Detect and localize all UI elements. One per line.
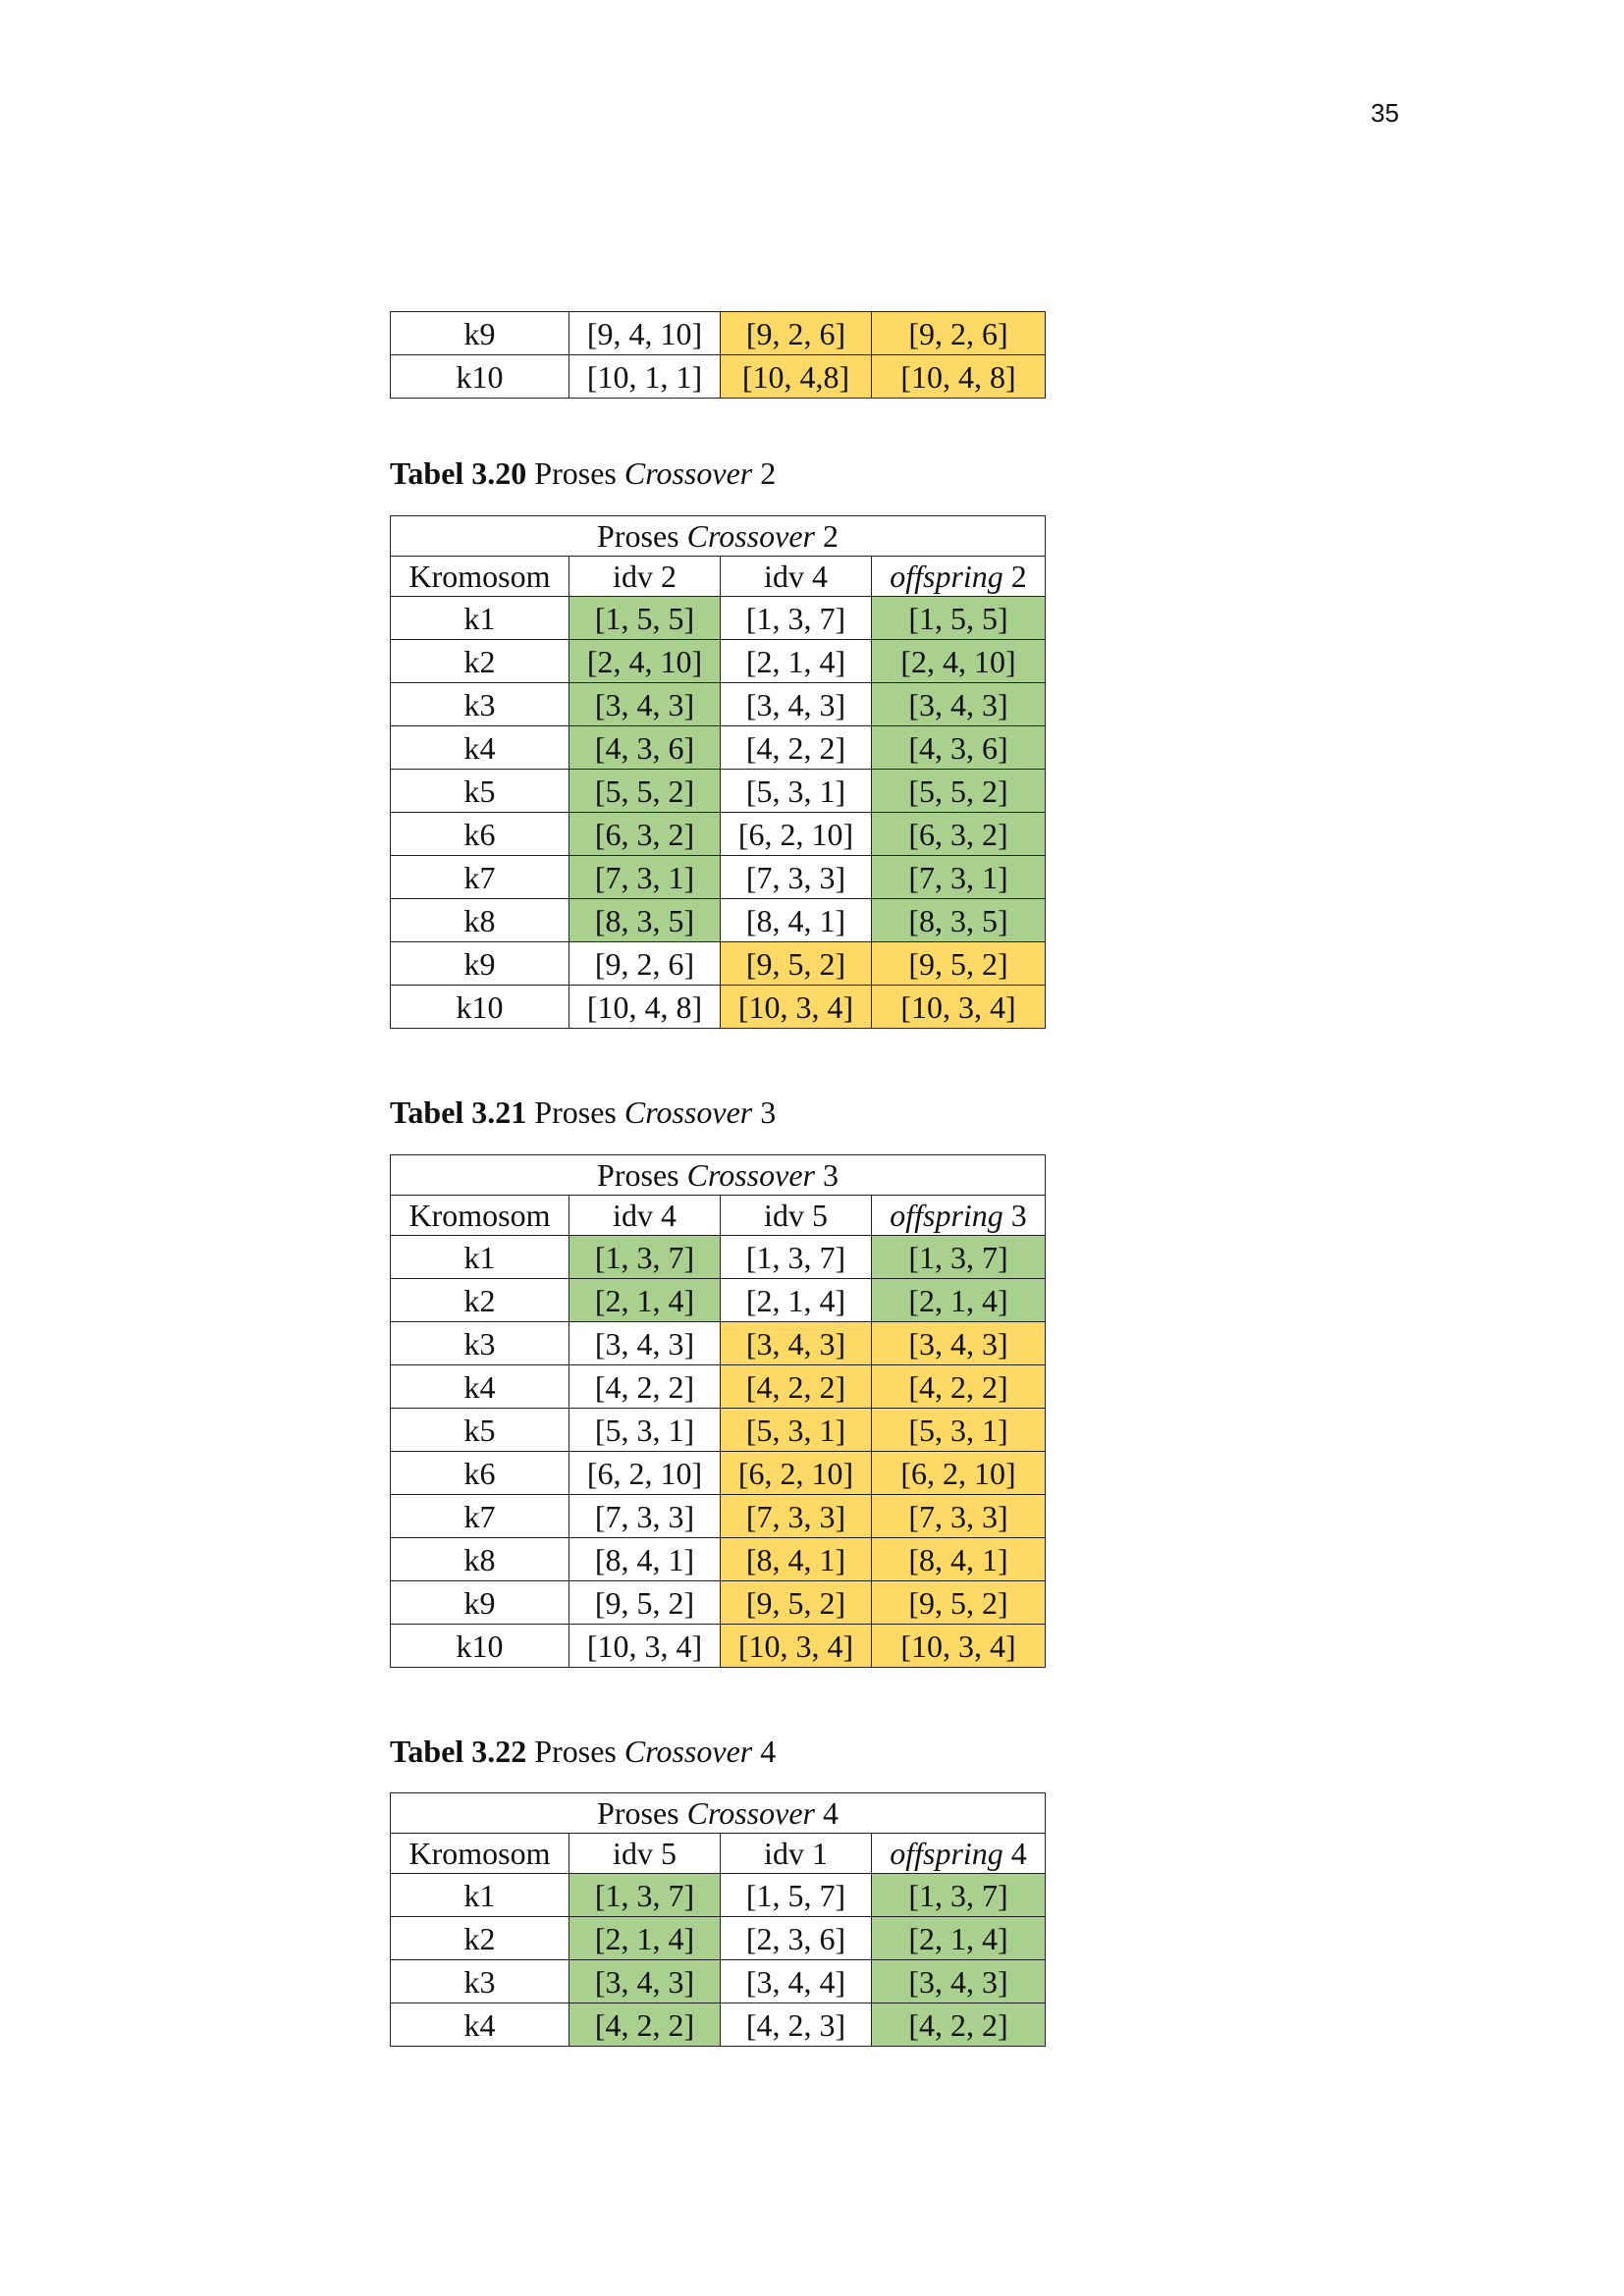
table-title: Proses Crossover 3 [391, 1155, 1046, 1196]
offspring-cell: [1, 5, 5] [872, 597, 1046, 640]
parent-b-cell: [9, 2, 6] [721, 312, 872, 355]
table-row [391, 813, 1046, 856]
offspring-cell: [5, 5, 2] [872, 770, 1046, 813]
table-row [391, 1322, 1046, 1365]
offspring-cell: [10, 3, 4] [872, 1625, 1046, 1668]
kromosom-cell: k5 [391, 770, 569, 813]
kromosom-cell: k6 [391, 1452, 569, 1495]
table-row [391, 312, 1046, 355]
parent-b-cell: [6, 2, 10] [721, 813, 872, 856]
parent-b-cell: [10, 3, 4] [721, 1625, 872, 1668]
kromosom-cell: k10 [391, 1625, 569, 1668]
kromosom-cell: k9 [391, 1581, 569, 1625]
table-row [391, 1495, 1046, 1538]
table-row [391, 1452, 1046, 1495]
kromosom-cell: k9 [391, 312, 569, 355]
kromosom-cell: k7 [391, 1495, 569, 1538]
parent-a-cell: [9, 2, 6] [569, 942, 721, 986]
parent-a-cell: [2, 1, 4] [569, 1279, 721, 1322]
parent-a-cell: [6, 2, 10] [569, 1452, 721, 1495]
kromosom-cell: k6 [391, 813, 569, 856]
offspring-cell: [2, 4, 10] [872, 640, 1046, 683]
parent-a-cell: [10, 3, 4] [569, 1625, 721, 1668]
parent-a-cell: [4, 2, 2] [569, 2003, 721, 2047]
page-number: 35 [1371, 98, 1399, 128]
table-3-20-caption: Tabel 3.20 Proses Crossover 2 [390, 455, 777, 491]
offspring-cell: [4, 3, 6] [872, 726, 1046, 770]
offspring-cell: [2, 1, 4] [872, 1917, 1046, 1960]
parent-b-cell: [10, 3, 4] [721, 986, 872, 1029]
kromosom-cell: k4 [391, 2003, 569, 2047]
parent-a-cell: [1, 3, 7] [569, 1874, 721, 1917]
parent-a-cell: [5, 5, 2] [569, 770, 721, 813]
table-row [391, 640, 1046, 683]
parent-b-cell: [6, 2, 10] [721, 1452, 872, 1495]
table-row [391, 1625, 1046, 1668]
table-row [391, 1409, 1046, 1452]
crossover-4-table [390, 1792, 1046, 2047]
table-header-row [391, 1834, 1046, 1874]
caption-label: Tabel 3.20 [390, 455, 527, 491]
offspring-cell: [1, 3, 7] [872, 1236, 1046, 1279]
offspring-cell: [10, 4, 8] [872, 355, 1046, 399]
parent-a-cell: [3, 4, 3] [569, 1960, 721, 2003]
table-row [391, 1581, 1046, 1625]
offspring-cell: [4, 2, 2] [872, 1365, 1046, 1409]
kromosom-cell: k3 [391, 1960, 569, 2003]
parent-a-cell: [4, 2, 2] [569, 1365, 721, 1409]
header-offspring: offspring 3 [872, 1196, 1046, 1236]
kromosom-cell: k4 [391, 726, 569, 770]
parent-b-cell: [2, 3, 6] [721, 1917, 872, 1960]
offspring-cell: [3, 4, 3] [872, 1960, 1046, 2003]
kromosom-cell: k8 [391, 1538, 569, 1581]
kromosom-cell: k2 [391, 1917, 569, 1960]
table-title-row [391, 1793, 1046, 1834]
offspring-cell: [10, 3, 4] [872, 986, 1046, 1029]
parent-b-cell: [5, 3, 1] [721, 770, 872, 813]
kromosom-cell: k1 [391, 1874, 569, 1917]
parent-a-cell: [3, 4, 3] [569, 1322, 721, 1365]
table-row [391, 1538, 1046, 1581]
table-row [391, 2003, 1046, 2047]
parent-a-cell: [1, 3, 7] [569, 1236, 721, 1279]
parent-b-cell: [8, 4, 1] [721, 899, 872, 942]
parent-a-cell: [2, 1, 4] [569, 1917, 721, 1960]
parent-a-cell: [9, 4, 10] [569, 312, 721, 355]
table-row [391, 683, 1046, 726]
table-row [391, 856, 1046, 899]
table-3-22-caption: Tabel 3.22 Proses Crossover 4 [390, 1734, 777, 1769]
offspring-cell: [3, 4, 3] [872, 683, 1046, 726]
table-row [391, 597, 1046, 640]
offspring-cell: [9, 5, 2] [872, 1581, 1046, 1625]
parent-a-cell: [6, 3, 2] [569, 813, 721, 856]
table-row [391, 1365, 1046, 1409]
header-kromosom: Kromosom [391, 557, 569, 597]
kromosom-cell: k1 [391, 597, 569, 640]
header-parent-a: idv 2 [569, 557, 721, 597]
parent-a-cell: [1, 5, 5] [569, 597, 721, 640]
parent-b-cell: [5, 3, 1] [721, 1409, 872, 1452]
offspring-cell: [5, 3, 1] [872, 1409, 1046, 1452]
table-header-row [391, 557, 1046, 597]
parent-b-cell: [10, 4,8] [721, 355, 872, 399]
parent-a-cell: [2, 4, 10] [569, 640, 721, 683]
kromosom-cell: k3 [391, 683, 569, 726]
caption-label: Tabel 3.22 [390, 1734, 527, 1769]
parent-a-cell: [8, 3, 5] [569, 899, 721, 942]
table-row [391, 1960, 1046, 2003]
table-row [391, 942, 1046, 986]
offspring-cell: [2, 1, 4] [872, 1279, 1046, 1322]
table-row [391, 770, 1046, 813]
parent-b-cell: [9, 5, 2] [721, 942, 872, 986]
offspring-cell: [6, 3, 2] [872, 813, 1046, 856]
offspring-cell: [1, 3, 7] [872, 1874, 1046, 1917]
kromosom-cell: k2 [391, 1279, 569, 1322]
table-row [391, 899, 1046, 942]
header-parent-b: idv 5 [721, 1196, 872, 1236]
kromosom-cell: k9 [391, 942, 569, 986]
header-offspring: offspring 2 [872, 557, 1046, 597]
parent-b-cell: [4, 2, 2] [721, 1365, 872, 1409]
kromosom-cell: k4 [391, 1365, 569, 1409]
parent-b-cell: [4, 2, 3] [721, 2003, 872, 2047]
parent-b-cell: [1, 3, 7] [721, 1236, 872, 1279]
parent-b-cell: [3, 4, 3] [721, 683, 872, 726]
parent-a-cell: [8, 4, 1] [569, 1538, 721, 1581]
offspring-cell: [7, 3, 1] [872, 856, 1046, 899]
parent-b-cell: [4, 2, 2] [721, 726, 872, 770]
kromosom-cell: k5 [391, 1409, 569, 1452]
offspring-cell: [9, 2, 6] [872, 312, 1046, 355]
parent-a-cell: [5, 3, 1] [569, 1409, 721, 1452]
table-header-row [391, 1196, 1046, 1236]
kromosom-cell: k2 [391, 640, 569, 683]
parent-b-cell: [2, 1, 4] [721, 1279, 872, 1322]
table-row [391, 1874, 1046, 1917]
offspring-cell: [4, 2, 2] [872, 2003, 1046, 2047]
crossover-3-table [390, 1154, 1046, 1668]
header-offspring: offspring 4 [872, 1834, 1046, 1874]
parent-a-cell: [10, 1, 1] [569, 355, 721, 399]
table-title-row [391, 1155, 1046, 1196]
kromosom-cell: k3 [391, 1322, 569, 1365]
offspring-cell: [7, 3, 3] [872, 1495, 1046, 1538]
kromosom-cell: k7 [391, 856, 569, 899]
kromosom-cell: k10 [391, 986, 569, 1029]
parent-a-cell: [3, 4, 3] [569, 683, 721, 726]
table-row [391, 1917, 1046, 1960]
offspring-cell: [8, 4, 1] [872, 1538, 1046, 1581]
crossover-2-table [390, 515, 1046, 1029]
header-parent-a: idv 5 [569, 1834, 721, 1874]
header-parent-a: idv 4 [569, 1196, 721, 1236]
parent-b-cell: [9, 5, 2] [721, 1581, 872, 1625]
crossover-1-continued-table [390, 311, 1046, 399]
parent-a-cell: [7, 3, 1] [569, 856, 721, 899]
offspring-cell: [8, 3, 5] [872, 899, 1046, 942]
offspring-cell: [9, 5, 2] [872, 942, 1046, 986]
parent-b-cell: [1, 5, 7] [721, 1874, 872, 1917]
parent-a-cell: [4, 3, 6] [569, 726, 721, 770]
parent-b-cell: [3, 4, 4] [721, 1960, 872, 2003]
parent-b-cell: [7, 3, 3] [721, 1495, 872, 1538]
parent-b-cell: [8, 4, 1] [721, 1538, 872, 1581]
table-row [391, 355, 1046, 399]
offspring-cell: [6, 2, 10] [872, 1452, 1046, 1495]
table-row [391, 726, 1046, 770]
parent-a-cell: [10, 4, 8] [569, 986, 721, 1029]
table-title: Proses Crossover 2 [391, 516, 1046, 557]
parent-a-cell: [9, 5, 2] [569, 1581, 721, 1625]
table-row [391, 1236, 1046, 1279]
table-3-21-caption: Tabel 3.21 Proses Crossover 3 [390, 1095, 777, 1130]
header-parent-b: idv 4 [721, 557, 872, 597]
header-kromosom: Kromosom [391, 1834, 569, 1874]
offspring-cell: [3, 4, 3] [872, 1322, 1046, 1365]
header-parent-b: idv 1 [721, 1834, 872, 1874]
table-row [391, 1279, 1046, 1322]
parent-b-cell: [2, 1, 4] [721, 640, 872, 683]
table-title: Proses Crossover 4 [391, 1793, 1046, 1834]
parent-b-cell: [3, 4, 3] [721, 1322, 872, 1365]
kromosom-cell: k10 [391, 355, 569, 399]
kromosom-cell: k8 [391, 899, 569, 942]
kromosom-cell: k1 [391, 1236, 569, 1279]
caption-label: Tabel 3.21 [390, 1095, 527, 1130]
parent-b-cell: [1, 3, 7] [721, 597, 872, 640]
parent-b-cell: [7, 3, 3] [721, 856, 872, 899]
table-title-row [391, 516, 1046, 557]
table-row [391, 986, 1046, 1029]
header-kromosom: Kromosom [391, 1196, 569, 1236]
parent-a-cell: [7, 3, 3] [569, 1495, 721, 1538]
